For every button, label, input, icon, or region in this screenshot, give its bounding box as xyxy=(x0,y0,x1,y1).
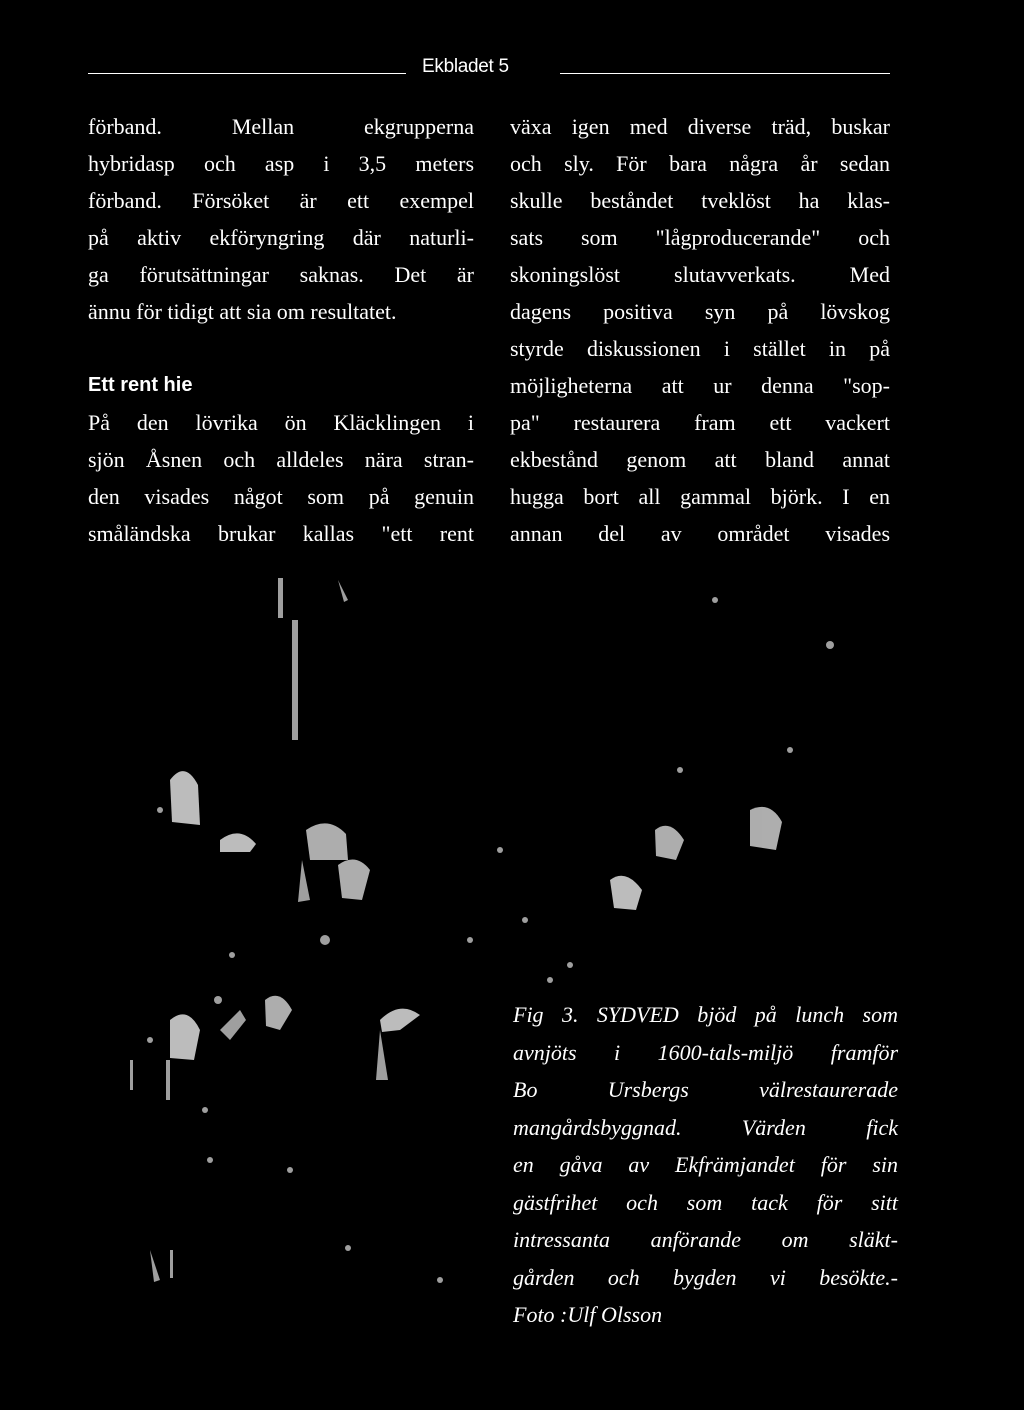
page-header xyxy=(88,52,890,82)
header-rule-left xyxy=(88,73,406,74)
caption-line: Foto :Ulf Olsson xyxy=(513,1302,663,1327)
body-line: den visades något som på genuin xyxy=(88,484,474,509)
body-line: växa igen med diverse träd, buskar xyxy=(510,114,890,139)
header-rule-right xyxy=(560,73,890,74)
caption-line: Fig 3. SYDVED bjöd på lunch som xyxy=(513,1002,898,1027)
body-line: hugga bort all gammal björk. I en xyxy=(510,484,890,509)
body-line: dagens positiva syn på lövskog xyxy=(510,299,890,324)
body-line: på aktiv ekföryngring där naturli- xyxy=(88,225,474,250)
page-title: Ekbladet 5 xyxy=(422,56,509,77)
caption-line: intressanta anförande om släkt- xyxy=(513,1227,898,1252)
caption-line: gården och bygden vi besökte.- xyxy=(513,1264,898,1290)
body-line: sjön Åsnen och alldeles nära stran- xyxy=(88,447,474,472)
right-column xyxy=(510,108,890,589)
caption-line: mangårdsbyggnad. Värden fick xyxy=(513,1114,898,1140)
body-line: styrde diskussionen i stället in på xyxy=(510,336,890,361)
body-line: förband. Försöket är ett exempel xyxy=(88,188,474,213)
body-line: ännu för tidigt att sia om resultatet. xyxy=(88,299,397,324)
body-line: och sly. För bara några år sedan xyxy=(510,151,890,176)
left-column xyxy=(88,108,474,589)
caption-line: en gåva av Ekfrämjandet för sin xyxy=(513,1152,898,1177)
body-line: möjligheterna att ur denna "sop- xyxy=(510,373,890,398)
body-line: småländska brukar kallas "ett rent xyxy=(88,521,474,546)
body-line: På den lövrika ön Kläcklingen i xyxy=(88,410,474,435)
body-line: annan del av området visades xyxy=(510,521,890,546)
body-line: skulle beståndet tveklöst ha klas- xyxy=(510,188,890,213)
body-line: pa" restaurera fram ett vackert xyxy=(510,410,890,435)
caption-line: Bo Ursbergs välrestaurerade xyxy=(513,1077,898,1102)
body-line: förband. Mellan ekgrupperna xyxy=(88,114,474,139)
caption-line: avnjöts i 1600-tals-miljö framför xyxy=(513,1039,898,1065)
body-line: sats som "lågproducerande" och xyxy=(510,225,890,250)
body-line: skoningslöst slutavverkats. Med xyxy=(510,262,890,287)
body-line: hybridasp och asp i 3,5 meters xyxy=(88,151,474,176)
section-subheading: Ett rent hie xyxy=(88,374,193,396)
body-line: ga förutsättningar saknas. Det är xyxy=(88,262,474,287)
body-line: ekbestånd genom att bland annat xyxy=(510,447,890,472)
photo-caption xyxy=(513,996,898,1334)
caption-line: gästfrihet och som tack för sitt xyxy=(513,1189,898,1215)
